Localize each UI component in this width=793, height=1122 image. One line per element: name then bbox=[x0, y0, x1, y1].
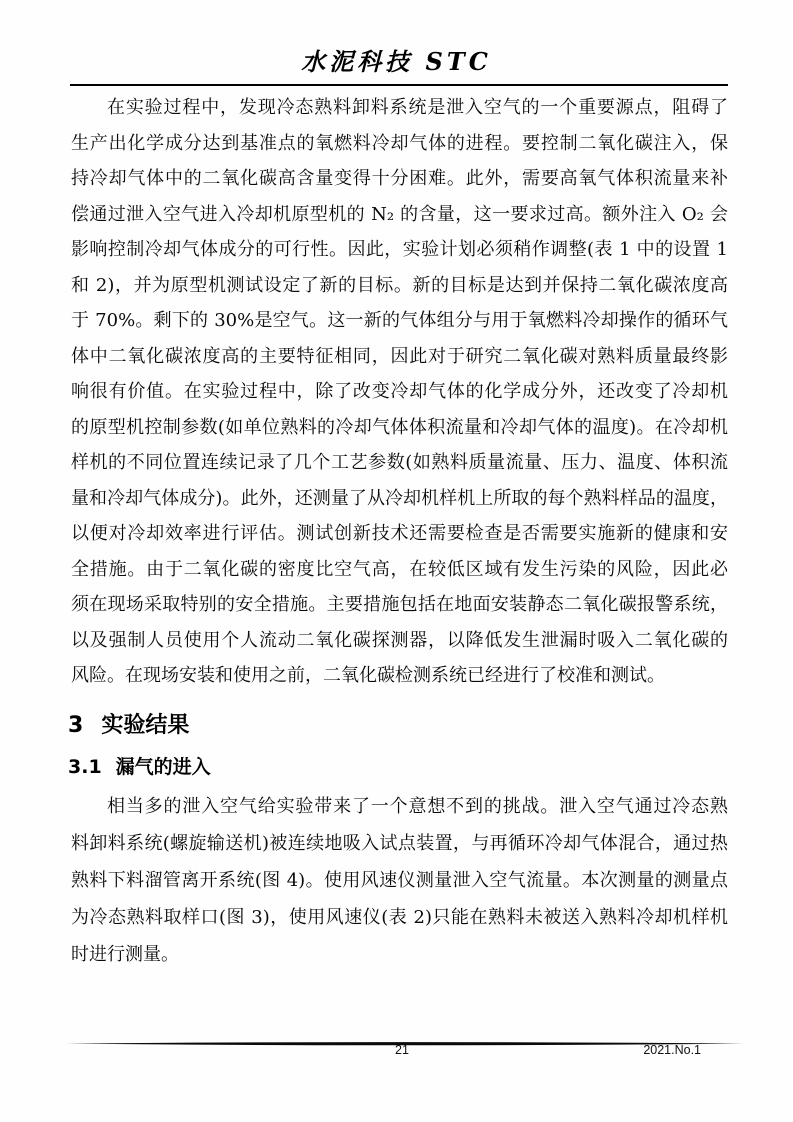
paragraph-line: 风险。在现场安装和使用之前，二氧化碳检测系统已经进行了校准和测试。 bbox=[71, 665, 665, 686]
paragraph-line: 持冷却气体中的二氧化碳高含量变得十分困难。此外，需要高氧气体积流量来补 bbox=[71, 168, 728, 189]
paragraph-line: 相当多的泄入空气给实验带来了一个意想不到的挑战。泄入空气通过冷态熟 bbox=[107, 796, 728, 817]
paragraph-line: 于 70%。剩下的 30%是空气。这一新的气体组分与用于氧燃料冷却操作的循环气 bbox=[71, 310, 728, 331]
paragraph-line: 在实验过程中，发现冷态熟料卸料系统是泄入空气的一个重要源点，阻碍了 bbox=[107, 97, 728, 118]
paragraph-line: 和 2)，并为原型机测试设定了新的目标。新的目标是达到并保持二氧化碳浓度高 bbox=[71, 274, 728, 296]
paragraph-line: 偿通过泄入空气进入冷却机原型机的 N₂ 的含量，这一要求过高。额外注入 O₂ 会 bbox=[71, 203, 728, 225]
section-title: 实验结果 bbox=[101, 713, 190, 738]
paragraph-line: 熟料下料溜管离开系统(图 4)。使用风速仪测量泄入空气流量。本次测量的测量点 bbox=[71, 870, 728, 891]
paragraph-line: 以及强制人员使用个人流动二氧化碳探测器，以降低发生泄漏时吸入二氧化碳的 bbox=[71, 629, 728, 651]
paragraph-line: 响很有价值。在实验过程中，除了改变冷却气体的化学成分外，还改变了冷却机 bbox=[71, 381, 728, 402]
paragraph-line: 体中二氧化碳浓度高的主要特征相同，因此对于研究二氧化碳对熟料质量最终影 bbox=[71, 345, 728, 367]
paragraph-line: 料卸料系统(螺旋输送机)被连续地吸入试点装置，与再循环冷却气体混合，通过热 bbox=[71, 833, 728, 854]
paragraph-line: 影响控制冷却气体成分的可行性。因此，实验计划必须稍作调整(表 1 中的设置 1 bbox=[71, 239, 728, 260]
page-number: 21 bbox=[395, 1043, 409, 1057]
section-number: 3 bbox=[68, 713, 84, 738]
paragraph-2 bbox=[71, 788, 728, 973]
paragraph-line: 须在现场采取特别的安全措施。主要措施包括在地面安装静态二氧化碳报警系统， bbox=[71, 594, 728, 615]
paragraph-line: 以便对冷却效率进行评估。测试创新技术还需要检查是否需要实施新的健康和安 bbox=[71, 523, 728, 544]
paragraph-line: 的原型机控制参数(如单位熟料的冷却气体体积流量和冷却气体的温度)。在冷却机 bbox=[71, 416, 728, 438]
section-heading bbox=[68, 708, 189, 739]
paragraph-line: 时进行测量。 bbox=[71, 944, 179, 965]
header-rule bbox=[70, 84, 728, 86]
issue-number: 2021.No.1 bbox=[643, 1043, 701, 1057]
journal-header-title: 水泥科技 STC bbox=[301, 47, 492, 76]
paragraph-line: 全措施。由于二氧化碳的密度比空气高，在较低区域有发生污染的风险，因此必 bbox=[71, 558, 728, 580]
paragraph-line: 样机的不同位置连续记录了几个工艺参数(如熟料质量流量、压力、温度、体积流 bbox=[71, 452, 728, 473]
paragraph-line: 为冷态熟料取样口(图 3)，使用风速仪(表 2)只能在熟料未被送入熟料冷却机样机 bbox=[71, 907, 728, 928]
paragraph-line: 量和冷却气体成分)。此外，还测量了从冷却机样机上所取的每个熟料样品的温度， bbox=[71, 487, 728, 509]
footer-rule bbox=[66, 1033, 744, 1041]
subsection-heading bbox=[68, 752, 211, 779]
paragraph-1 bbox=[71, 90, 728, 694]
subsection-title: 漏气的进入 bbox=[115, 756, 211, 778]
subsection-number: 3.1 bbox=[68, 756, 102, 778]
paragraph-line: 生产出化学成分达到基准点的氧燃料冷却气体的进程。要控制二氧化碳注入，保 bbox=[71, 132, 728, 154]
